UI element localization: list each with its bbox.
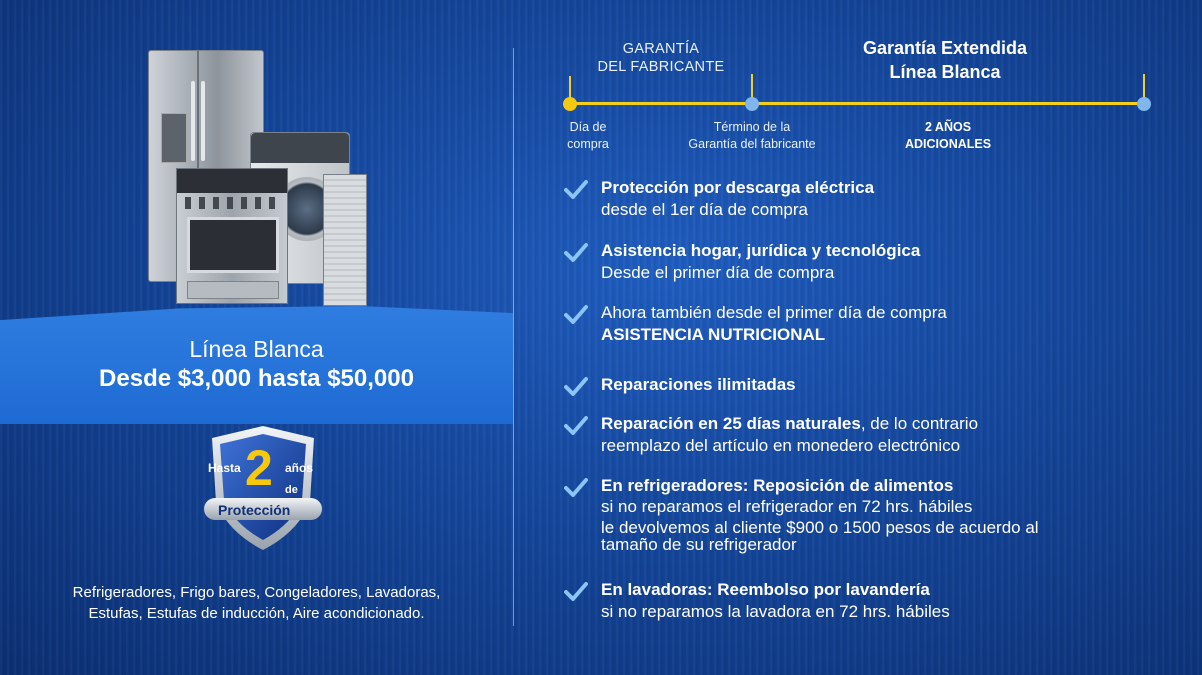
- checkmark-icon: [564, 415, 588, 435]
- timeline-dot-end: [1137, 97, 1151, 111]
- badge-number: 2: [245, 440, 273, 496]
- timeline-start-label: Día de compra: [567, 120, 609, 151]
- shield-badge-icon: [198, 424, 328, 554]
- appliances-image: [140, 40, 380, 312]
- stove-image: [176, 168, 288, 304]
- extended-warranty-label: Garantía Extendida Línea Blanca: [862, 38, 1028, 82]
- product-title: Línea Blanca: [189, 336, 324, 362]
- checkmark-icon: [564, 304, 588, 324]
- timeline-mid-label: Término de la Garantía del fabricante: [688, 120, 816, 151]
- timeline-end-label: 2 AÑOS ADICIONALES: [904, 120, 992, 151]
- badge-de: de: [285, 484, 298, 496]
- price-range: Desde $3,000 hasta $50,000: [99, 365, 414, 392]
- manufacturer-warranty-label: GARANTÍA DEL FABRICANTE: [597, 41, 725, 75]
- checkmark-icon: [564, 581, 588, 601]
- badge-proteccion: Protección: [218, 502, 291, 518]
- badge-hasta: Hasta: [208, 461, 241, 475]
- checkmark-icon: [564, 477, 588, 497]
- checkmark-icon: [564, 376, 588, 396]
- timeline-dot-mid: [745, 97, 759, 111]
- checkmark-icon: [564, 179, 588, 199]
- air-conditioner-image: [323, 174, 367, 306]
- vertical-divider: [513, 48, 514, 626]
- timeline-line: [570, 102, 1144, 105]
- badge-anos: años: [285, 461, 314, 475]
- legal-line-2: Estufas, Estufas de inducción, Aire acondicionado.: [88, 605, 425, 622]
- checkmark-icon: [564, 242, 588, 262]
- timeline-dot-start: [563, 97, 577, 111]
- legal-line-1: Refrigeradores, Frigo bares, Congeladores, Lavadoras,: [72, 584, 441, 601]
